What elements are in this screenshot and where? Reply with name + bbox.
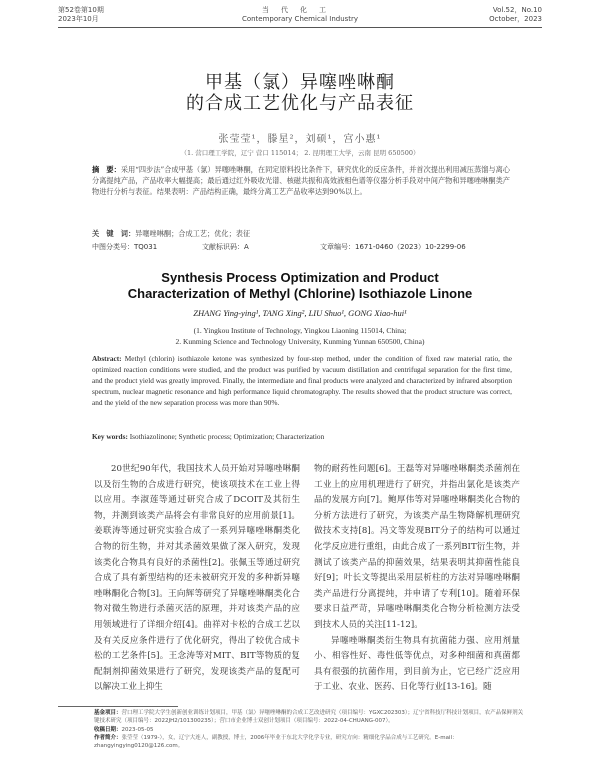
issue-date-cn: 2023年10月	[58, 15, 99, 23]
footnote-fund	[94, 709, 524, 726]
keywords-en	[92, 432, 512, 441]
received-date: 2023-05-05	[121, 726, 154, 733]
abstract-cn-text: 采用“四步法”合成甲基（氯）异噻唑啉酮，在同定原料投比条件下，研究优化的反应条件，并首次提出利用减压蒸馏与离心分离提纯产品，产品收率大幅提高；最后通过红外吸收光谱、核磁共振和高效液相色谱等仪器分析手段对中间产物和异噻唑啉酮类产物进行分析与表征。结果表明：产品结构正确，最终分离工艺产品收率达到90%以上。	[92, 165, 510, 196]
author-bio-label: 作者简介：	[94, 734, 122, 741]
document-code: 文献标识码：A	[202, 243, 249, 251]
article-number: 文章编号：1671-0460（2023）10-2299-06	[320, 243, 466, 251]
volume-info-en	[489, 6, 542, 24]
received-label: 收稿日期：	[94, 726, 122, 733]
keywords-en-label: Key words:	[92, 432, 128, 441]
fund-label: 基金项目：	[94, 710, 122, 716]
authors-en: ZHANG Ying-ying¹, TANG Xing², LIU Shuo¹, GONG Xiao-hui¹	[193, 308, 407, 318]
abstract-en-text: Methyl (chlorin) isothiazole ketone was synthesized by four-step method, under the condition of fixed raw material ratio, the optimized reaction conditions were studied, and the product was purified by vacuum distillation and centrifugal separation for the first time, and the product yield was greatly improved. Finally, the intermediate and final products were analyzed and characterized by infrared absorption spectrum, nuclear magnetic resonance and high performance liquid chromatography. The results showed that the product structure was correct, and the yield of the new separation process was more than 90%.	[92, 354, 512, 407]
running-header	[58, 6, 542, 32]
footnote-author	[94, 734, 524, 751]
footnotes	[94, 709, 524, 750]
body-paragraph: 物的耐药性问题[6]。王磊等对异噻唑啉酮类杀菌剂在工业上的应用机理进行了研究，并指出氯化是该类产品的发展方向[7]。鲍厚伟等对异噻唑啉酮类化合物的分析方法进行了研究，为该类产品生物降解机理研究做技术支持[8]。冯文等发现BIT分子的结构可以通过化学反应进行重组，由此合成了一系列BIT衍生物，并测试了该类产品的抑菌效果，结果表明其抑菌性能良好[9]；叶长文等提出采用层析柱的方法对异噻唑啉酮类产品进行分离提纯，并申请了专利[10]。随着环保要求日益严苛，异噻唑啉酮类化合物分析检测方法受到技术人员的关注[11-12]。	[314, 464, 520, 630]
author-bio-text: 张莹莹（1979-），女，辽宁大连人，副教授，博士，2006年毕业于东北大学化学专业，研究方向：精细化学品合成与工艺研究。E-mail：zhangyingying0120@126.com。	[94, 734, 458, 750]
affiliation-en-line2: 2. Kunming Science and Technology University, Kunming Yunnan 650500, China)	[175, 337, 425, 346]
keywords-cn	[92, 229, 250, 239]
volume-number: 第52卷第10期	[58, 6, 104, 14]
affiliation-en-line1: (1. Yingkou Institute of Technology, Yingkou Liaoning 115014, China;	[193, 326, 407, 335]
title-cn-line2: 的合成工艺优化与产品表征	[186, 93, 414, 114]
journal-name-cn: 当代化工	[262, 6, 338, 14]
abstract-en	[92, 353, 512, 408]
keywords-cn-label: 关 键 词：	[92, 229, 136, 238]
keywords-en-text: Isothiazolinone; Synthetic process; Optimization; Characterization	[129, 432, 325, 441]
title-en-line2: Characterization of Methyl (Chlorine) Isothiazole Linone	[127, 286, 473, 301]
abstract-cn-label: 摘 要：	[92, 165, 121, 174]
title-en	[0, 270, 600, 302]
header-rule	[58, 27, 542, 28]
authors-cn: 张莹莹¹，滕星²，刘硕¹，宫小惠¹	[218, 134, 382, 145]
title-cn-line1: 甲基（氯）异噻唑啉酮	[205, 72, 395, 93]
keywords-cn-text: 异噻唑啉酮；合成工艺；优化；表征	[135, 229, 251, 238]
footnote-rule	[58, 706, 178, 707]
title-cn	[0, 72, 600, 114]
abstract-cn	[92, 164, 510, 197]
journal-name-en: Contemporary Chemical Industry	[241, 15, 359, 23]
affiliation-en	[0, 325, 600, 347]
title-en-line1: Synthesis Process Optimization and Product	[161, 270, 439, 285]
volume-number-en: Vol.52，No.10	[492, 6, 542, 14]
body-paragraph: 异噻唑啉酮类衍生物具有抗菌能力强、应用剂量小、相容性好、毒性低等优点，对多种细菌和真菌都具有很强的抗菌作用，到目前为止，它已经广泛应用于工业、农业、医药、日化等行业[13-16]。随	[314, 635, 520, 693]
clc-number: 中图分类号：TQ031	[92, 243, 158, 251]
body-right-column	[314, 462, 520, 696]
journal-name	[58, 6, 542, 24]
footnote-received	[94, 726, 524, 734]
abstract-en-label: Abstract:	[92, 354, 122, 363]
affiliation-cn: （1. 营口理工学院，辽宁 营口 115014； 2. 昆明理工大学，云南 昆明 650500）	[180, 149, 420, 157]
body-left-column: 20世纪90年代，我国技术人员开始对异噻唑啉酮以及衍生物的合成进行研究，使该项技术在工业上得以应用。李淑莲等通过研究合成了DCOIT及其衍生物，并测到该类产品将会有非常良好的应用前景[1]。姜联涛等通过研究实验合成了一系列异噻唑啉酮类化合物的衍生物，并对其杀菌效果做了深入研究，发现该类化合物具有良好的杀菌性[2]。张佩玉等通过研究合成了具有新型结构的还未被研究开发的多种新异噻唑啉酮化合物[3]。王向辉等研究了异噻唑啉酮类化合物对微生物进行杀菌灭活的原理，并对该类产品的应用领域进行了详细介绍[4]。曲祥对卡松的合成工艺以及有关反应条件进行了优化研究，得出了较优合成卡松的工艺条件[5]。王念涛等对MIT、BIT等物质的复配制剂抑菌效果进行了研究，发现该类产品的复配可以解决工业上抑生	[94, 464, 300, 693]
issue-date-en: October，2023	[489, 15, 542, 23]
fund-text: 营口理工学院大学生创新创业训练计划项目，甲基（氯）异噻唑啉酮的合成工艺改进研究（项目编号：YGXC202303）；辽宁省科技厅科技计划项目，农产品保鲜剂关键技术研究（项目编号：2022JH2/101300235）；营口市企业博士双创计划项目（项目编号：2022-04-CHUANG-007）。	[94, 710, 524, 725]
